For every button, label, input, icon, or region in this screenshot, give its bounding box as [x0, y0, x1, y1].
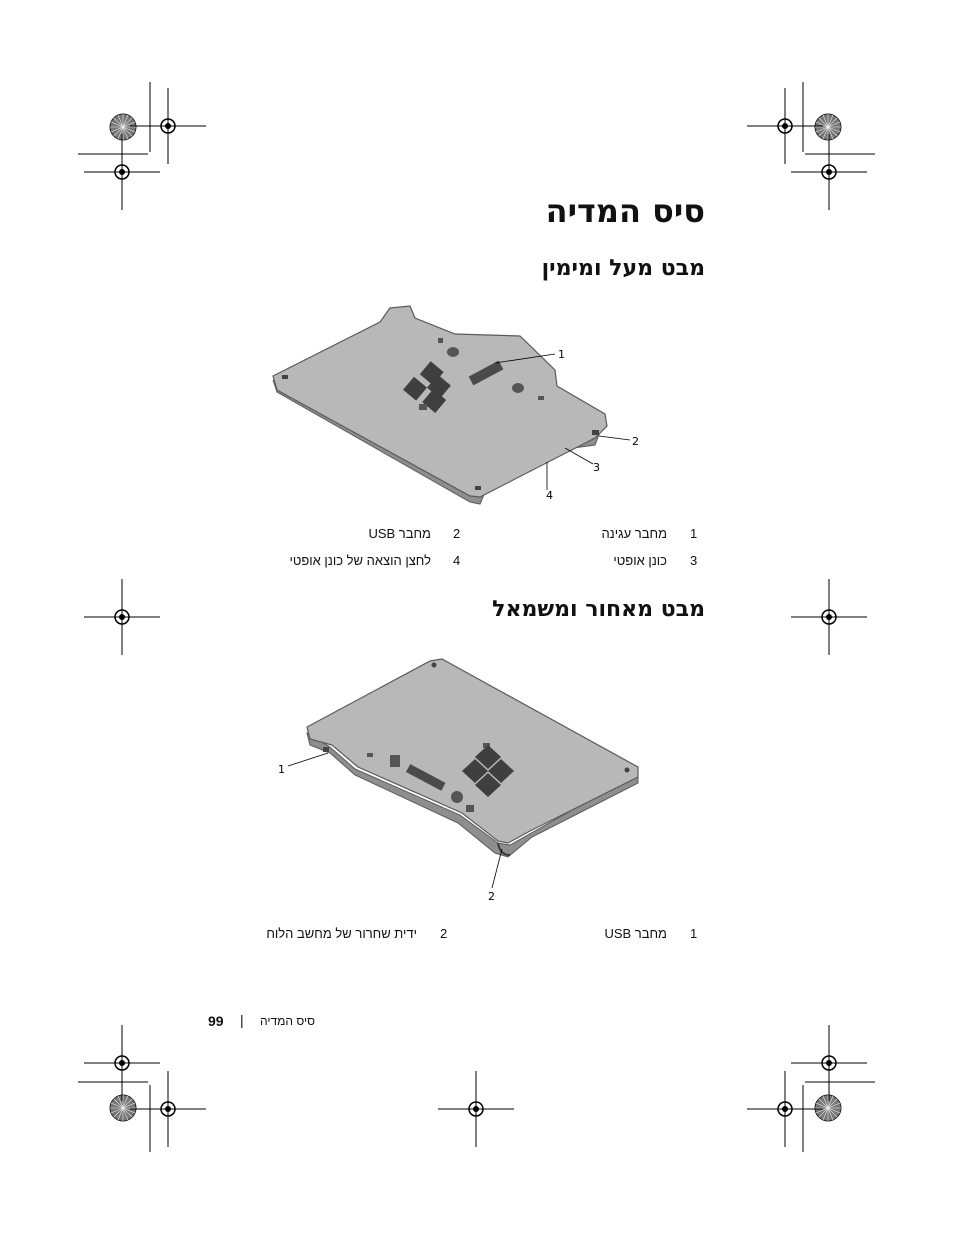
legend-num: 2 [440, 926, 448, 941]
starburst-mark [110, 1095, 136, 1121]
starburst-mark [815, 1095, 841, 1121]
legend-num: 1 [690, 926, 698, 941]
footer-separator: | [240, 1012, 244, 1028]
callout-2: 2 [488, 890, 495, 903]
crosshair-mark [130, 88, 206, 164]
legend-num: 4 [453, 553, 461, 568]
callout-1: 1 [278, 763, 285, 776]
crosshair-mark [747, 88, 823, 164]
legend-label: מחבר עגינה [601, 526, 667, 541]
starburst-mark [815, 114, 841, 140]
legend-label: כונן אופטי [613, 553, 667, 568]
crosshair-mark [791, 134, 867, 210]
legend-label: לחצן הוצאה של כונן אופטי [289, 553, 431, 568]
crosshair-mark [84, 1025, 160, 1101]
device-illustration-back [270, 655, 650, 905]
crosshair-mark [438, 1071, 514, 1147]
device-illustration-top [265, 300, 665, 510]
callout-2: 2 [632, 435, 639, 448]
crosshair-mark [791, 579, 867, 655]
crosshair-mark [791, 1025, 867, 1101]
crosshair-mark [84, 579, 160, 655]
starburst-mark [110, 114, 136, 140]
legend-label: מחבר USB [368, 526, 431, 541]
section-heading-top-right: מבט מעל ומימין [541, 256, 705, 281]
legend-num: 1 [690, 526, 698, 541]
legend-num: 2 [453, 526, 461, 541]
section-heading-back-left: מבט מאחור ומשמאל [492, 597, 705, 622]
legend-num: 3 [690, 553, 698, 568]
page-number: 99 [208, 1013, 224, 1029]
callout-3: 3 [593, 461, 600, 474]
page-title: סיס המדיה [545, 192, 705, 230]
callout-4: 4 [546, 489, 553, 502]
legend-label: מחבר USB [604, 926, 667, 941]
legend-label: ידית שחרור של מחשב הלוח [266, 926, 417, 941]
footer-title: סיס המדיה [260, 1014, 315, 1028]
callout-1: 1 [558, 348, 565, 361]
crosshair-mark [84, 134, 160, 210]
